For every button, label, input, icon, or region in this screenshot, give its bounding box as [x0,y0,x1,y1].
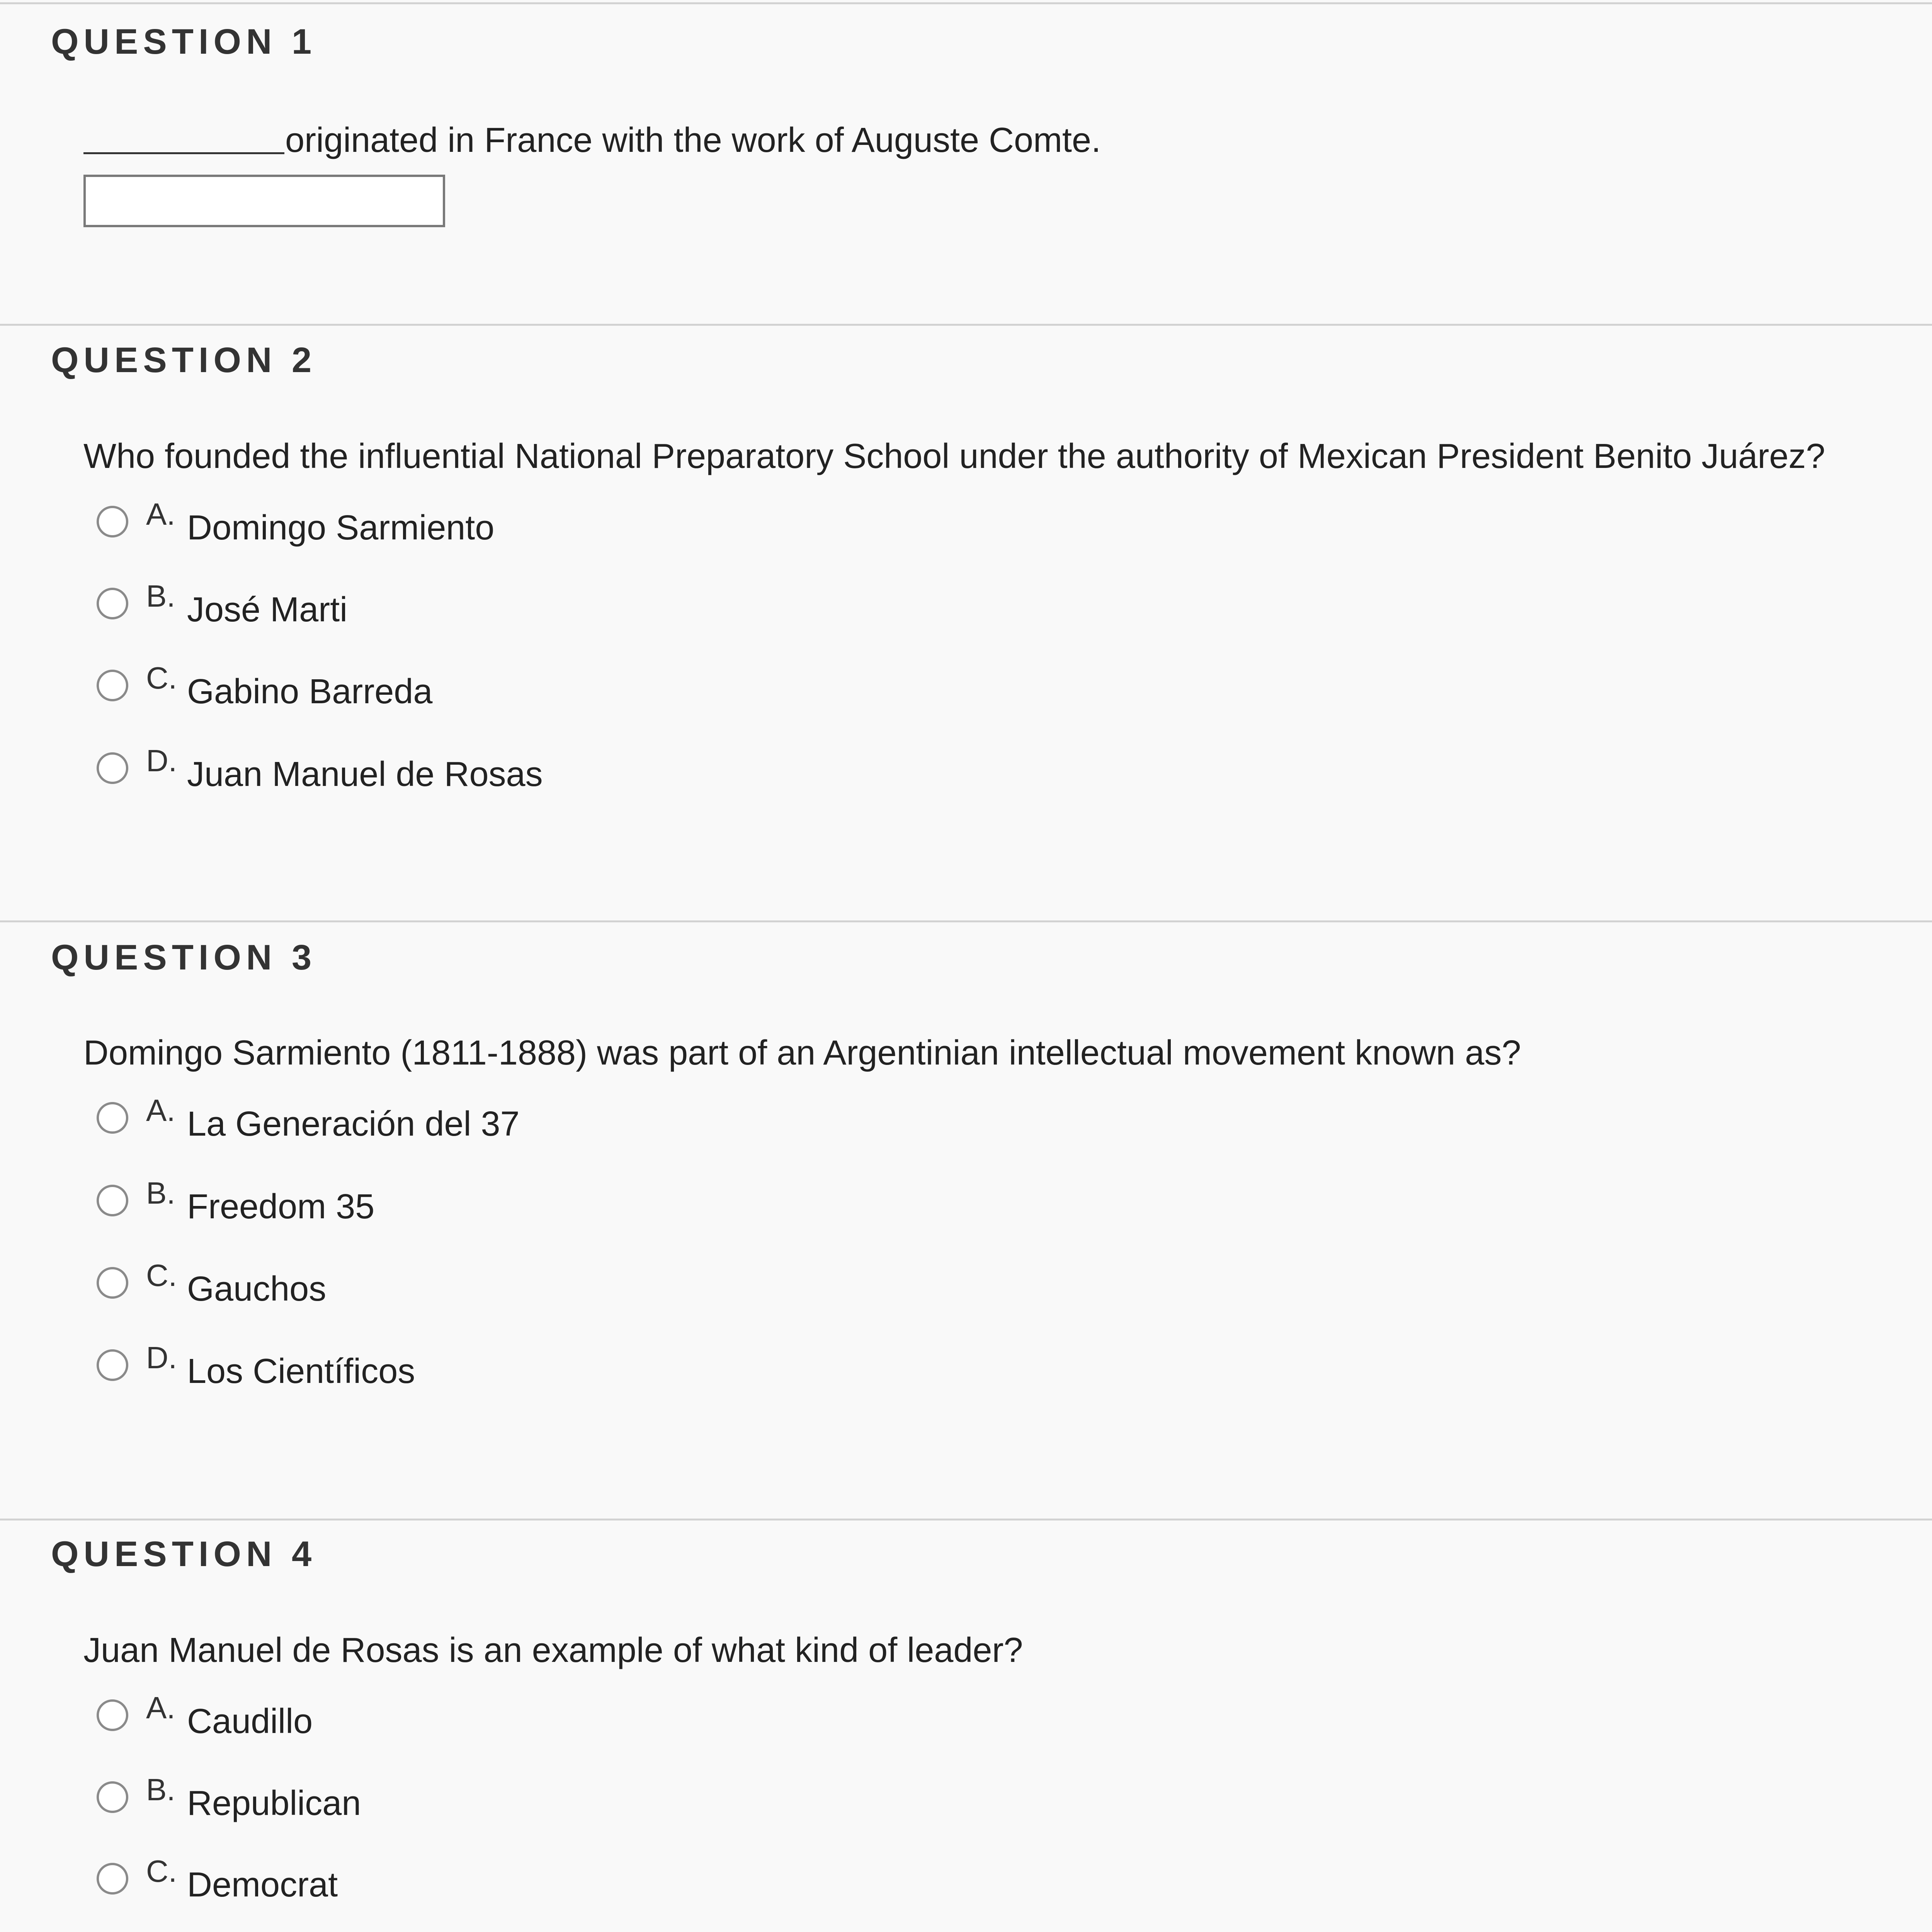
question-heading: QUESTION 3 [51,938,317,977]
option-letter: B. [146,1176,175,1210]
question-prompt-text: originated in France with the work of Auguste Comte. [285,121,1101,160]
question-prompt: Juan Manuel de Rosas is an example of what kind of leader? [83,1631,1023,1670]
question-2 [0,324,1932,921]
radio-button[interactable] [97,506,128,537]
question-prompt: Who founded the influential National Preparatory School under the authority of Mexican President Benito Juárez? [83,437,1825,476]
option-label: La Generación del 37 [187,1105,520,1143]
radio-button[interactable] [97,588,128,619]
blank-line [83,152,284,154]
question-divider [0,324,1932,326]
option-letter: A. [146,1690,175,1725]
radio-button[interactable] [97,1102,128,1134]
option-label: Caudillo [187,1702,313,1741]
radio-button[interactable] [97,1781,128,1813]
radio-button[interactable] [97,1185,128,1216]
radio-button[interactable] [97,670,128,701]
option-letter: A. [146,1093,175,1128]
option-letter: C. [146,1854,177,1888]
option-letter: D. [146,743,177,778]
option-label: Domingo Sarmiento [187,509,495,547]
question-heading: QUESTION 1 [51,22,317,61]
option-letter: B. [146,579,175,613]
option-label: Juan Manuel de Rosas [187,755,543,794]
option-letter: B. [146,1772,175,1807]
option-label: Gauchos [187,1270,327,1308]
question-divider [0,920,1932,922]
question-heading: QUESTION 2 [51,340,317,380]
option-label: José Marti [187,590,348,629]
question-prompt: Domingo Sarmiento (1811-1888) was part of an Argentinian intellectual movement known as? [83,1034,1521,1072]
option-label: Gabino Barreda [187,672,433,711]
option-label: Democrat [187,1866,338,1904]
radio-button[interactable] [97,1267,128,1299]
option-letter: C. [146,661,177,695]
question-1 [0,0,1932,325]
option-letter: D. [146,1340,177,1375]
answer-input[interactable] [83,175,445,227]
radio-button[interactable] [97,1863,128,1895]
radio-button[interactable] [97,1349,128,1381]
radio-button[interactable] [97,752,128,784]
option-label: Freedom 35 [187,1187,375,1226]
question-heading: QUESTION 4 [51,1534,317,1574]
question-3 [0,920,1932,1520]
radio-button[interactable] [97,1699,128,1731]
option-label: Los Científicos [187,1352,415,1391]
question-prompt [83,123,1101,158]
option-label: Republican [187,1784,361,1823]
question-divider [0,1519,1932,1520]
option-letter: A. [146,497,175,531]
option-letter: C. [146,1258,177,1293]
question-4 [0,1519,1932,1932]
